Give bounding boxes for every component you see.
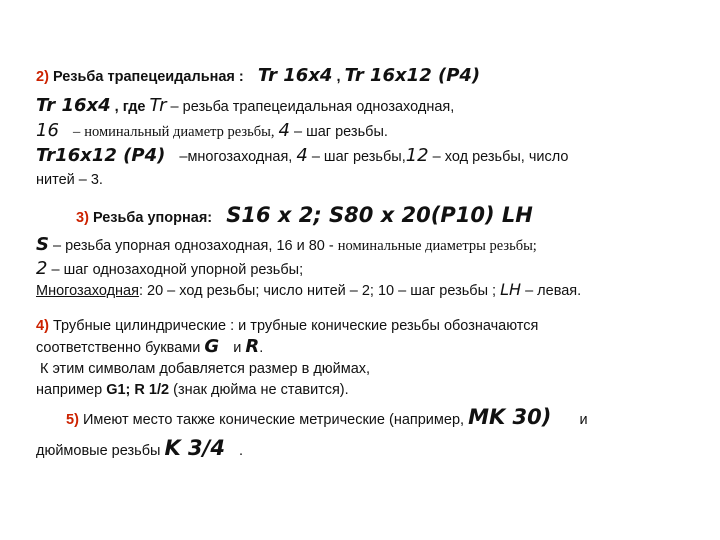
p2-l4-desc2: – шаг резьбы,	[311, 149, 406, 165]
p3-l2-desc1: – резьба упорная однозаходная, 16 и 80 -	[53, 238, 334, 254]
p5-line1	[66, 407, 588, 430]
p2-l2-gde: , где	[114, 99, 146, 115]
p4-line3: К этим символам добавляется размер в дюймах,	[40, 361, 371, 377]
p3-title: Резьба упорная:	[92, 210, 213, 226]
p3-line3	[36, 259, 303, 280]
p5-text: Имеют место также конические метрические (например,	[82, 412, 465, 428]
p2-line3	[36, 121, 388, 142]
p4-l2-r: R	[245, 336, 260, 357]
p4-l2-dot: .	[259, 340, 264, 356]
p2-l2-tr: Tr	[149, 95, 167, 116]
p5-number: 5)	[66, 412, 79, 428]
p3-l4-desc1: : 20 – ход резьбы; число нитей – 2; 10 – шаг резьбы ;	[138, 283, 497, 299]
p2-number: 2)	[36, 69, 49, 85]
p4-l4-text1: например	[36, 382, 103, 398]
p4-l2-text1: соответственно буквами	[36, 340, 201, 356]
p2-l4-num1: 4	[296, 145, 308, 166]
p5-line2	[36, 438, 243, 461]
p4-text: Трубные цилиндрические : и трубные конические резьбы обозначаются	[52, 318, 539, 334]
p2-code2: Tr 16x12 (P4)	[344, 65, 481, 86]
p3-l4-multi: Многозаходная	[36, 283, 139, 299]
p2-l2-desc: – резьба трапецеидальная однозаходная,	[170, 99, 455, 115]
p4-line4	[36, 380, 349, 400]
p3-line1	[76, 205, 533, 228]
p3-l3-num: 2	[36, 258, 48, 279]
p2-l3-num1: 16	[36, 120, 59, 141]
p4-l2-and: и	[233, 340, 242, 356]
p3-code: S16 x 2; S80 x 20(P10) LH	[226, 203, 533, 227]
p4-l2-g: G	[204, 336, 220, 357]
p2-sep: ,	[336, 69, 341, 85]
p2-l4-num2: 12	[405, 145, 429, 166]
p2-code1: Tr 16x4	[257, 65, 333, 86]
p5-l2-text: дюймовые резьбы	[36, 443, 161, 459]
p5-l2-code: K 3/4	[164, 436, 225, 460]
p2-line4	[36, 146, 568, 167]
p2-line5: нитей – 3.	[36, 172, 103, 188]
p2-line1	[36, 66, 480, 87]
p2-l4-desc3: – ход резьбы, число	[432, 149, 569, 165]
p3-l2-s: S	[36, 234, 49, 255]
p2-title: Резьба трапецеидальная :	[52, 69, 244, 85]
p2-l3-dash: –	[72, 124, 81, 140]
p5-and: и	[579, 412, 588, 428]
p2-l4-desc1: –многозаходная,	[179, 149, 293, 165]
p2-l3-desc2: – шаг резьбы.	[294, 124, 388, 140]
p3-l4-desc2: – левая.	[525, 283, 582, 299]
p4-l4-text2: (знак дюйма не ставится).	[173, 382, 349, 398]
p2-l3-desc1: номинальный диаметр резьбы,	[84, 124, 275, 140]
p3-line4	[36, 280, 581, 301]
p3-l2-desc2: номинальные диаметры резьбы;	[337, 238, 537, 254]
p2-l4-code: Tr16x12 (P4)	[36, 145, 166, 166]
p4-number: 4)	[36, 318, 49, 334]
p4-l4-codes: G1; R 1/2	[106, 382, 170, 398]
p3-number: 3)	[76, 210, 89, 226]
p3-l3-desc: – шаг однозаходной упорной резьбы;	[51, 262, 304, 278]
p3-line2	[36, 235, 537, 256]
p5-l2-dot: .	[239, 443, 244, 459]
p4-line2	[36, 337, 263, 358]
p4-line1	[36, 316, 538, 336]
p5-code: MK 30)	[468, 405, 552, 429]
p2-line2	[36, 96, 454, 117]
p3-l4-lh: LH	[500, 280, 522, 299]
p2-l3-num2: 4	[278, 120, 290, 141]
p2-l2-code: Tr 16x4	[36, 95, 111, 116]
